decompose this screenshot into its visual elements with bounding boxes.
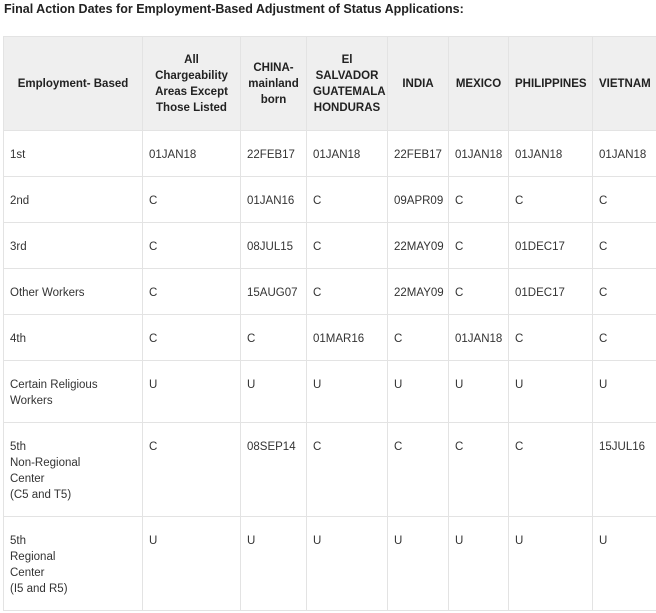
- column-header-all-chargeability: [143, 37, 241, 131]
- table-row: [4, 517, 656, 611]
- row-label-line: Center: [10, 567, 45, 579]
- header-line: GUATEMALA: [313, 85, 386, 98]
- table-cell: U: [143, 517, 241, 611]
- table-cell: C: [449, 223, 509, 269]
- header-line: VIETNAM: [599, 77, 651, 90]
- table-row: [4, 223, 656, 269]
- row-label: [4, 223, 143, 269]
- row-label: [4, 177, 143, 223]
- table-cell: C: [143, 423, 241, 517]
- table-cell: 01JAN18: [449, 131, 509, 177]
- header-line: Areas Except: [155, 85, 228, 98]
- header-line: El: [341, 53, 353, 66]
- table-cell: C: [449, 269, 509, 315]
- table-cell: C: [143, 177, 241, 223]
- header-line: Those Listed: [156, 101, 227, 114]
- table-cell: U: [509, 517, 593, 611]
- table-cell: 01JAN18: [449, 315, 509, 361]
- row-label-line: 2nd: [10, 195, 30, 207]
- table-cell: C: [143, 223, 241, 269]
- table-cell: 22MAY09: [388, 269, 449, 315]
- table-cell: 08JUL15: [241, 223, 307, 269]
- row-label-line: Regional: [10, 551, 56, 563]
- table-cell: U: [449, 361, 509, 423]
- row-label: [4, 517, 143, 611]
- row-label-line: Certain Religious: [10, 379, 98, 391]
- table-cell: 15JUL16: [593, 423, 656, 517]
- header-line: Chargeability: [155, 69, 228, 82]
- table-cell: U: [241, 517, 307, 611]
- row-label: [4, 423, 143, 517]
- row-label-line: 1st: [10, 149, 26, 161]
- row-label: [4, 315, 143, 361]
- header-line: MEXICO: [455, 77, 502, 90]
- row-label-line: 4th: [10, 333, 26, 345]
- table-cell: 01JAN16: [241, 177, 307, 223]
- row-label: [4, 269, 143, 315]
- table-cell: 22MAY09: [388, 223, 449, 269]
- table-cell: U: [509, 361, 593, 423]
- row-label-line: 5th: [10, 441, 26, 453]
- row-label-line: Other Workers: [10, 287, 85, 299]
- row-label-line: Non-Regional: [10, 457, 81, 469]
- table-cell: 22FEB17: [241, 131, 307, 177]
- row-label-line: 3rd: [10, 241, 27, 253]
- header-line: INDIA: [402, 77, 434, 90]
- page-title: Final Action Dates for Employment-Based Adjustment of Status Applications:: [4, 2, 464, 16]
- header-line: mainland: [248, 77, 299, 90]
- table-cell: U: [307, 517, 388, 611]
- table-cell: C: [307, 269, 388, 315]
- table-row: [4, 177, 656, 223]
- table-cell: C: [509, 177, 593, 223]
- table-row: [4, 269, 656, 315]
- table-cell: U: [593, 517, 656, 611]
- table-row: [4, 423, 656, 517]
- table-cell: C: [593, 315, 656, 361]
- column-header-vietnam: [593, 37, 656, 131]
- header-line: HONDURAS: [313, 101, 381, 114]
- table-cell: C: [143, 269, 241, 315]
- table-cell: U: [593, 361, 656, 423]
- table-cell: C: [449, 177, 509, 223]
- table-cell: U: [388, 517, 449, 611]
- table-cell: C: [388, 423, 449, 517]
- table-cell: 01JAN18: [307, 131, 388, 177]
- row-label: [4, 361, 143, 423]
- table-cell: C: [593, 223, 656, 269]
- column-header-el-salvador-guatemala-honduras: [307, 37, 388, 131]
- table-cell: 01MAR16: [307, 315, 388, 361]
- column-header-mexico: [449, 37, 509, 131]
- final-action-dates-table: [3, 36, 656, 611]
- column-header-employment-based: [4, 37, 143, 131]
- table-cell: 22FEB17: [388, 131, 449, 177]
- table-cell: C: [307, 423, 388, 517]
- row-label-line: Workers: [10, 395, 53, 407]
- table-cell: 09APR09: [388, 177, 449, 223]
- column-header-china: [241, 37, 307, 131]
- header-line: All: [184, 53, 199, 66]
- table-cell: U: [307, 361, 388, 423]
- header-line: CHINA-: [253, 61, 294, 74]
- header-line: Employment- Based: [17, 77, 129, 90]
- table-cell: 01DEC17: [509, 223, 593, 269]
- table-cell: 01JAN18: [143, 131, 241, 177]
- column-header-india: [388, 37, 449, 131]
- table-cell: U: [241, 361, 307, 423]
- row-label-line: Center: [10, 473, 45, 485]
- table-cell: U: [143, 361, 241, 423]
- row-label-line: 5th: [10, 535, 26, 547]
- table-header-row: [4, 37, 656, 131]
- table-cell: C: [509, 315, 593, 361]
- table-cell: 01JAN18: [509, 131, 593, 177]
- table-row: [4, 315, 656, 361]
- table-cell: C: [593, 269, 656, 315]
- table-cell: C: [509, 423, 593, 517]
- column-header-philippines: [509, 37, 593, 131]
- table-cell: 08SEP14: [241, 423, 307, 517]
- table-cell: C: [593, 177, 656, 223]
- table-row: [4, 361, 656, 423]
- table-cell: C: [307, 177, 388, 223]
- row-label: [4, 131, 143, 177]
- table-cell: C: [241, 315, 307, 361]
- table-cell: 15AUG07: [241, 269, 307, 315]
- table-cell: 01DEC17: [509, 269, 593, 315]
- table-cell: U: [449, 517, 509, 611]
- table-cell: 01JAN18: [593, 131, 656, 177]
- table-cell: C: [449, 423, 509, 517]
- header-line: SALVADOR: [315, 69, 379, 82]
- header-line: PHILIPPINES: [515, 77, 587, 90]
- table-cell: C: [307, 223, 388, 269]
- row-label-line: (I5 and R5): [10, 583, 68, 595]
- header-line: born: [260, 93, 287, 106]
- row-label-line: (C5 and T5): [10, 489, 72, 501]
- table-cell: C: [143, 315, 241, 361]
- table-row: [4, 131, 656, 177]
- table-cell: C: [388, 315, 449, 361]
- table-cell: U: [388, 361, 449, 423]
